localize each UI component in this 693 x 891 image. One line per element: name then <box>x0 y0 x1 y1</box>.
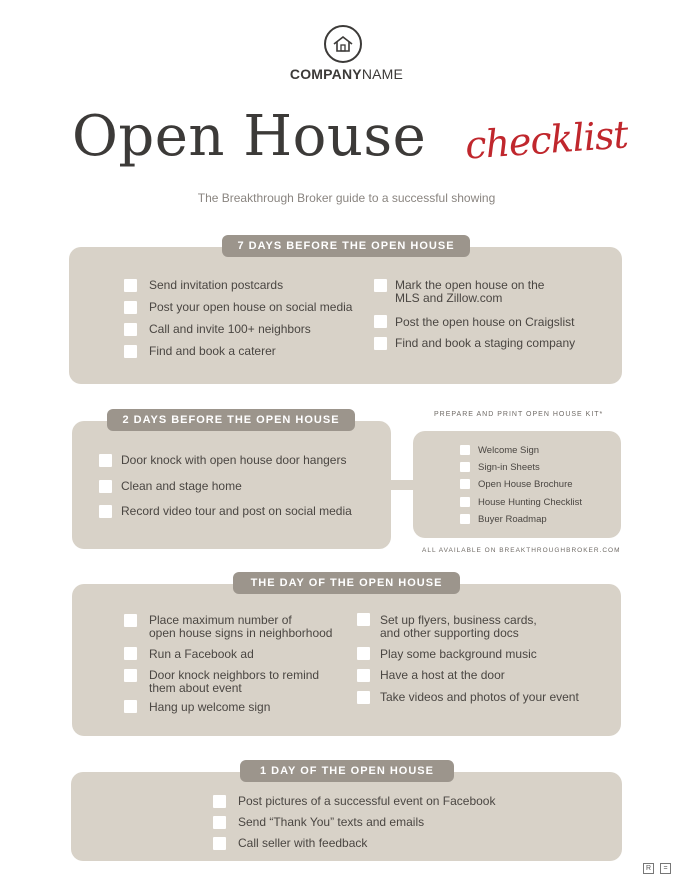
page-title: Open House <box>72 104 427 169</box>
section-heading-day-of: THE DAY OF THE OPEN HOUSE <box>233 572 460 594</box>
checkbox[interactable] <box>374 279 387 292</box>
checklist-item: Clean and stage home <box>121 479 242 493</box>
checkbox[interactable] <box>460 462 470 472</box>
checklist-item: Play some background music <box>380 647 537 661</box>
checklist-item: Have a host at the door <box>380 668 505 682</box>
checklist-item: Send invitation postcards <box>149 278 284 292</box>
checkbox[interactable] <box>460 497 470 507</box>
checkbox[interactable] <box>124 700 137 713</box>
checkbox[interactable] <box>213 837 226 850</box>
checkbox[interactable] <box>460 479 470 489</box>
equal-housing-icon: = <box>660 863 671 874</box>
house-icon <box>332 34 354 54</box>
kit-item: House Hunting Checklist <box>478 497 583 508</box>
checkbox[interactable] <box>213 795 226 808</box>
kit-heading: PREPARE AND PRINT OPEN HOUSE KIT* <box>434 411 604 418</box>
section-heading-2-days: 2 DAYS BEFORE THE OPEN HOUSE <box>107 409 355 431</box>
checklist-item: Hang up welcome sign <box>149 700 271 714</box>
checklist-item: Post the open house on Craigslist <box>395 315 575 329</box>
checklist-item: Door knock neighbors to remind them about event <box>149 668 320 695</box>
checkbox[interactable] <box>124 614 137 627</box>
checklist-item: Call and invite 100+ neighbors <box>149 322 311 336</box>
company-logo <box>324 25 362 63</box>
checklist-item: Run a Facebook ad <box>149 647 254 661</box>
section-connector <box>388 480 416 490</box>
kit-item: Buyer Roadmap <box>478 514 547 525</box>
checkbox[interactable] <box>99 505 112 518</box>
checkbox[interactable] <box>99 480 112 493</box>
checkbox[interactable] <box>357 647 370 660</box>
checklist-item: Find and book a staging company <box>395 336 576 350</box>
checkbox[interactable] <box>374 315 387 328</box>
kit-item: Welcome Sign <box>478 445 540 456</box>
checklist-item: Call seller with feedback <box>238 836 368 850</box>
checklist-item: Mark the open house on the MLS and Zillow.com <box>395 278 545 305</box>
checkbox[interactable] <box>213 816 226 829</box>
checkbox[interactable] <box>124 647 137 660</box>
checkbox[interactable] <box>124 279 137 292</box>
checkbox[interactable] <box>357 691 370 704</box>
company-name-light: NAME <box>361 66 404 82</box>
checklist-item: Door knock with open house door hangers <box>121 453 347 467</box>
page-title-script: checklist <box>463 112 629 168</box>
checkbox[interactable] <box>460 445 470 455</box>
kit-item: Sign-in Sheets <box>478 462 540 473</box>
checklist-item: Post your open house on social media <box>149 300 353 314</box>
section-heading-1-day: 1 DAY OF THE OPEN HOUSE <box>240 760 454 782</box>
checklist-item: Take videos and photos of your event <box>380 690 579 704</box>
kit-item: Open House Brochure <box>478 479 573 490</box>
checkbox[interactable] <box>357 613 370 626</box>
checkbox[interactable] <box>124 669 137 682</box>
checkbox[interactable] <box>99 454 112 467</box>
checkbox[interactable] <box>357 669 370 682</box>
page-subtitle: The Breakthrough Broker guide to a successful showing <box>197 191 496 205</box>
kit-footnote: ALL AVAILABLE ON BREAKTHROUGHBROKER.COM <box>422 547 621 554</box>
company-name-bold: COMPANY <box>289 66 362 82</box>
checklist-item: Place maximum number of open house signs in neighborhood <box>149 613 333 640</box>
checklist-item: Post pictures of a successful event on Facebook <box>238 794 496 808</box>
checkbox[interactable] <box>460 514 470 524</box>
checkbox[interactable] <box>124 301 137 314</box>
checklist-item: Set up flyers, business cards, and other supporting docs <box>380 613 537 640</box>
checklist-item: Find and book a caterer <box>149 344 276 358</box>
realtor-icon: R <box>643 863 654 874</box>
checkbox[interactable] <box>124 345 137 358</box>
checklist-item: Send “Thank You” texts and emails <box>238 815 425 829</box>
checkbox[interactable] <box>124 323 137 336</box>
checkbox[interactable] <box>374 337 387 350</box>
checklist-item: Record video tour and post on social media <box>121 504 352 518</box>
company-name <box>0 66 693 82</box>
section-heading-7-days: 7 DAYS BEFORE THE OPEN HOUSE <box>222 235 470 257</box>
